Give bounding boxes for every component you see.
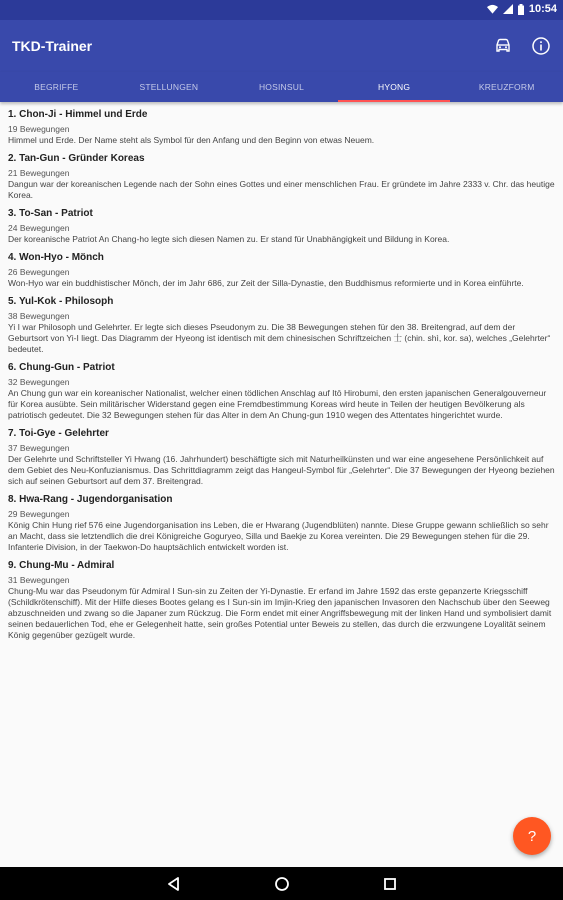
entry-description: Der koreanische Patriot An Chang-ho legte sich diesen Namen zu. Er stand für Unabhängigkeit und Bildung in Korea. [8,234,450,244]
entry-description: Yi I war Philosoph und Gelehrter. Er legte sich dieses Pseudonym zu. Die 38 Bewegungen stehen für den 38. Breitengrad, auf dem der Geburtsort von Yi-I liegt. Das Diagramm der Hyeong ist identisch mit dem chinesischen Schriftzeichen 士 (chin. shì, kor. sa), welches „Gelehrter“ bedeutet. [8,322,551,354]
app-bar-actions [493,36,551,56]
signal-icon [503,4,513,14]
tab-begriffe[interactable]: BEGRIFFE [34,82,79,92]
back-icon[interactable] [165,875,183,893]
tab-stellungen[interactable]: STELLUNGEN [139,82,199,92]
list-item[interactable] [8,295,555,355]
status-time: 10:54 [528,3,557,15]
list-item[interactable] [8,559,555,641]
help-fab-label: ? [527,827,537,845]
entry-description: An Chung gun war ein koreanischer Nationalist, welcher einen tödlichen Anschlag auf Itō Hirobumi, den ersten japanischen Generalgouverneur für Korea ausübte. Sein militärischer Widerstand gegen eine Fremdbestimmung Koreas wird heute in Teilen der heutigen Bevölkerung als patriotisch gedeutet. Die 32 Bewegungen stehen für das Alter in dem An Chung-gun 1910 wegen des Attentates hingerichtet wurde. [8,388,547,420]
entry-moves: 21 Bewegungen [8,168,70,178]
entry-moves: 32 Bewegungen [8,377,70,387]
battery-icon [518,4,524,15]
entry-title: 4. Won-Hyo - Mönch [8,252,104,263]
entry-moves: 29 Bewegungen [8,509,70,519]
entry-moves: 26 Bewegungen [8,267,70,277]
entry-title: 6. Chung-Gun - Patriot [8,362,115,373]
status-icons [487,3,557,15]
entry-description: König Chin Hung rief 576 eine Jugendorganisation ins Leben, die er Hwarang (Jugendblüten) nannte. Diese Gruppe gewann schließlich so sehr an Macht, dass sie letztendlich die drei Königreiche Goguryeo, Silla und Baekje zu Korea vereinten. Die 29 Bewegungen stehen für die 29. Infanterie Division, in der Taekwon-Do hauptsächlich entwickelt worden ist. [8,520,549,552]
app-title: TKD-Trainer [12,38,93,54]
entry-description: Won-Hyo war ein buddhistischer Mönch, der im Jahr 686, zur Zeit der Silla-Dynastie, den Buddhismus reformierte und in Korea einführte. [8,278,524,288]
list-item[interactable] [8,108,555,146]
entry-moves: 31 Bewegungen [8,575,70,585]
app-bar [0,20,563,72]
entry-title: 1. Chon-Ji - Himmel und Erde [8,109,148,120]
entry-moves: 24 Bewegungen [8,223,70,233]
list-item[interactable] [8,493,555,553]
entry-moves: 19 Bewegungen [8,124,70,134]
entry-title: 7. Toi-Gye - Gelehrter [8,428,109,439]
entry-title: 3. To-San - Patriot [8,208,93,219]
entry-title: 2. Tan-Gun - Gründer Koreas [8,153,145,164]
status-bar [0,0,563,20]
list-item[interactable] [8,427,555,487]
wifi-icon [487,4,498,14]
entry-title: 9. Chung-Mu - Admiral [8,560,115,571]
hyong-list [0,102,563,867]
list-item[interactable] [8,207,555,245]
entry-description: Der Gelehrte und Schriftsteller Yi Hwang (16. Jahrhundert) beschäftigte sich mit Naturheilkünsten und war eine angesehene Persönlichkeit auf dem Gebiet des Neu-Konfuzianismus. Das Schrittdiagramm zeigt das Hangeul-Symbol für „Gelehrter“. Die 37 Bewegungen der Hyeong beziehen sich auf seinen Geburtsort auf dem 37. Breitengrad. [8,454,555,486]
entry-description: Dangun war der koreanischen Legende nach der Sohn eines Gottes und einer menschlichen Frau. Er gründete im Jahre 2333 v. Chr. das heutige Korea. [8,179,555,200]
info-icon[interactable] [531,36,551,56]
system-nav-bar [0,867,563,900]
list-item[interactable] [8,361,555,421]
entry-moves: 37 Bewegungen [8,443,70,453]
home-icon[interactable] [273,875,291,893]
entry-moves: 38 Bewegungen [8,311,70,321]
list-item[interactable] [8,152,555,201]
tab-bar [0,72,563,102]
entry-description: Himmel und Erde. Der Name steht als Symbol für den Anfang und den Beginn von etwas Neuem. [8,135,375,145]
list-item[interactable] [8,251,555,289]
recents-icon[interactable] [381,875,399,893]
car-icon[interactable] [493,36,513,56]
tab-hyong[interactable]: HYONG [338,72,451,102]
tab-kreuzform[interactable]: KREUZFORM [478,82,535,92]
tab-hosinsul[interactable]: HOSINSUL [258,82,305,92]
entry-title: 8. Hwa-Rang - Jugendorganisation [8,494,173,505]
entry-title: 5. Yul-Kok - Philosoph [8,296,114,307]
help-fab-button[interactable] [513,817,551,855]
entry-description: Chung-Mu war das Pseudonym für Admiral I Sun-sin zu Zeiten der Yi-Dynastie. Er erfand im Jahre 1592 das erste gepanzerte Kriegsschiff (Schildkrötenschiff). Mit der Hilfe dieses Bootes gelang es I Sun-sin im Imjin-Krieg den japanischen Invasoren den Nachschub über den Seeweg abzuschneiden und zwang so die Japaner zum Rückzug. Die Form endet mit einer Angriffsbewegung mit der linken Hand und symbolisiert damit seinen bedauerlichen Tod, ehe er Gelegenheit hatte, sein großes Potential unter Beweis zu stellen, das durch die erzwungene Loyalität seinem König gegenüber gezügelt wurde. [8,586,552,640]
